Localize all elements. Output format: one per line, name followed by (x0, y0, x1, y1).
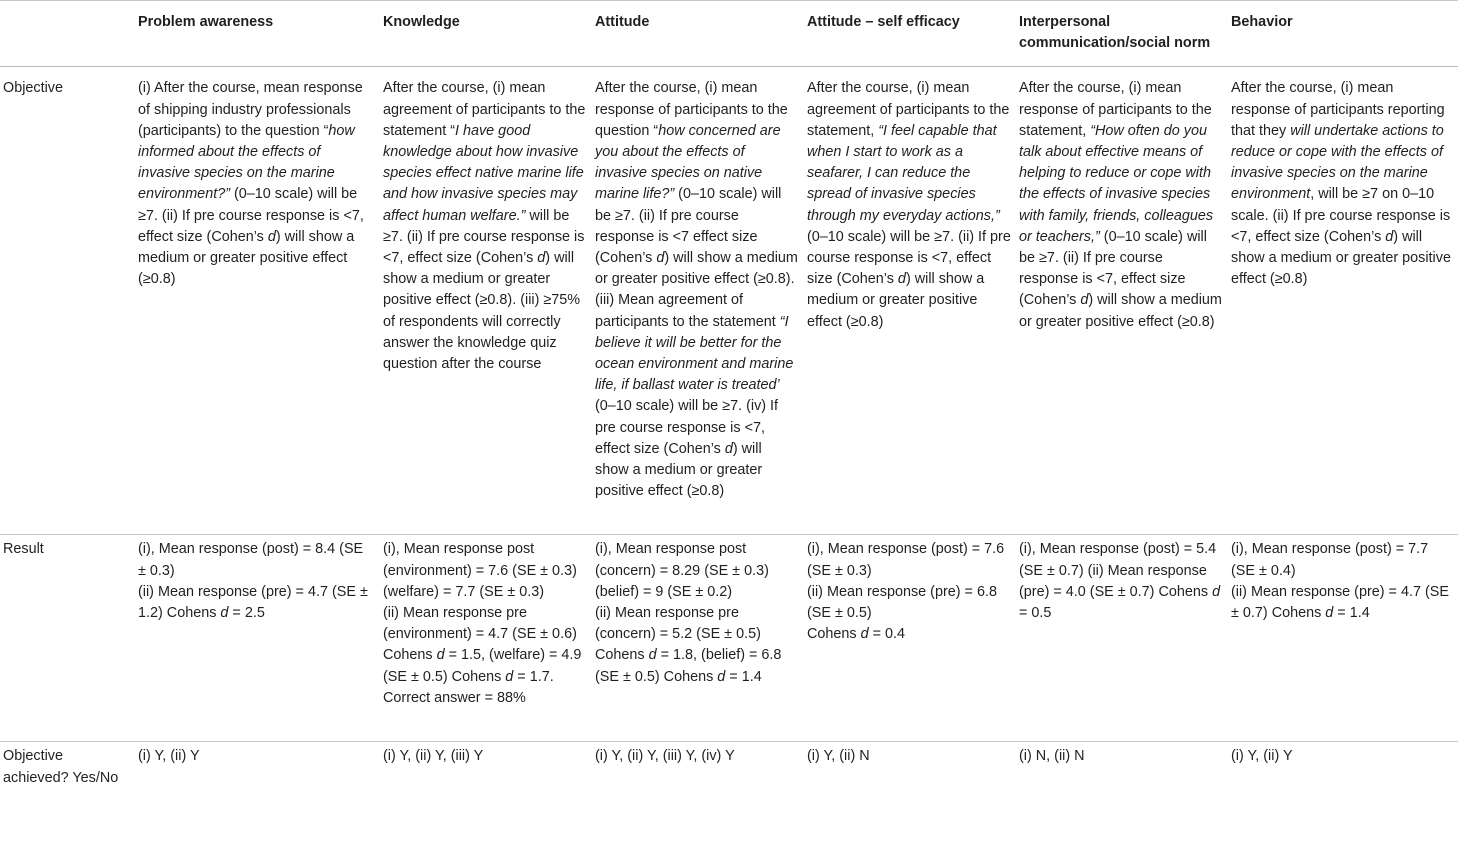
result-row (0, 535, 1458, 742)
achieved-behavior: (i) Y, (ii) Y (1231, 748, 1293, 765)
achieved-self-efficacy: (i) Y, (ii) N (807, 748, 870, 765)
row-label-achieved: Objective achieved? Yes/No (3, 748, 119, 786)
result-self-efficacy: (i), Mean response (post) = 7.6 (SE ± 0.3) (ii) Mean response (pre) = 6.8 (SE ± 0.5) Cohens d = 0.4 (805, 535, 1017, 742)
objective-behavior: After the course, (i) mean response of participants reporting that they will undertake actions to reduce or cope with the effects of invasive species on the marine environment, will be ≥7 on 0–10 scale. (ii) If pre course response is <7, effect size (Cohen’s d) will show a medium or greater positive effect (≥0.8) (1229, 67, 1458, 535)
result-behavior: (i), Mean response (post) = 7.7 (SE ± 0.4) (ii) Mean response (pre) = 4.7 (SE ± 0.7) Cohens d = 1.4 (1229, 535, 1458, 742)
objective-social-norm: After the course, (i) mean response of participants to the statement, “How often do you talk about effective means of helping to reduce or cope with the effects of invasive species with family, friends, colleagues or teachers,” (0–10 scale) will be ≥7. (ii) If pre course response is <7, effect size (Cohen’s d) will show a medium or greater positive effect (≥0.8) (1017, 67, 1229, 535)
header-knowledge: Knowledge (381, 1, 593, 67)
achieved-knowledge: (i) Y, (ii) Y, (iii) Y (383, 748, 484, 765)
objective-attitude: After the course, (i) mean response of participants to the question “how concerned are you about the effects of invasive species on native marine life?” (0–10 scale) will be ≥7. (ii) If pre course response is <7 effect size (Cohen’s d) will show a medium or greater positive effect (≥0.8). (iii) Mean agreement of participants to the statement “I believe it will be better for the ocean environment and marine life, if ballast water is treated’ (0–10 scale) will be ≥7. (iv) If pre course response is <7, effect size (Cohen’s d) will show a medium or greater positive effect (≥0.8) (593, 67, 805, 535)
header-row (0, 1, 1458, 67)
achieved-row (0, 742, 1458, 810)
result-social-norm: (i), Mean response (post) = 5.4 (SE ± 0.7) (ii) Mean response (pre) = 4.0 (SE ± 0.7) Cohens d = 0.5 (1017, 535, 1229, 742)
result-knowledge: (i), Mean response post (environment) = 7.6 (SE ± 0.3) (welfare) = 7.7 (SE ± 0.3) (ii) Mean response pre (environment) = 4.7 (SE ± 0.6) Cohens d = 1.5, (welfare) = 4.9 (SE ± 0.5) Cohens d = 1.7. Correct answer = 88% (381, 535, 593, 742)
objective-knowledge: After the course, (i) mean agreement of participants to the statement “I have good knowledge about how invasive species effect native marine life and how invasive species may affect human welfare.” will be ≥7. (ii) If pre course response is <7, effect size (Cohen’s d) will show a medium or greater positive effect (≥0.8). (iii) ≥75% of respondents will correctly answer the knowledge quiz question after the course (381, 67, 593, 535)
objective-self-efficacy: After the course, (i) mean agreement of participants to the statement, “I feel capable that when I start to work as a seafarer, I can reduce the spread of invasive species through my everyday actions,” (0–10 scale) will be ≥7. (ii) If pre course response is <7, effect size (Cohen’s d) will show a medium or greater positive effect (≥0.8) (805, 67, 1017, 535)
header-empty (0, 1, 136, 67)
header-social-norm: Interpersonal communication/social norm (1017, 1, 1229, 67)
objective-row (0, 67, 1458, 535)
row-label-result: Result (0, 535, 136, 742)
row-label-objective: Objective (0, 67, 136, 535)
achieved-problem-awareness: (i) Y, (ii) Y (138, 748, 200, 765)
header-self-efficacy: Attitude – self efficacy (805, 1, 1017, 67)
header-problem-awareness: Problem awareness (136, 1, 381, 67)
result-problem-awareness: (i), Mean response (post) = 8.4 (SE ± 0.3) (ii) Mean response (pre) = 4.7 (SE ± 1.2) Cohens d = 2.5 (136, 535, 381, 742)
header-behavior: Behavior (1229, 1, 1458, 67)
header-attitude: Attitude (593, 1, 805, 67)
achieved-attitude: (i) Y, (ii) Y, (iii) Y, (iv) Y (595, 748, 735, 765)
achieved-social-norm: (i) N, (ii) N (1019, 748, 1085, 765)
objective-problem-awareness: (i) After the course, mean response of shipping industry professionals (participants) to the question “how informed about the effects of invasive species on the marine environment?” (0–10 scale) will be ≥7. (ii) If pre course response is <7, effect size (Cohen’s d) will show a medium or greater positive effect (≥0.8) (136, 67, 381, 535)
result-attitude: (i), Mean response post (concern) = 8.29 (SE ± 0.3) (belief) = 9 (SE ± 0.2) (ii) Mean response pre (concern) = 5.2 (SE ± 0.5) Cohens d = 1.8, (belief) = 6.8 (SE ± 0.5) Cohens d = 1.4 (593, 535, 805, 742)
